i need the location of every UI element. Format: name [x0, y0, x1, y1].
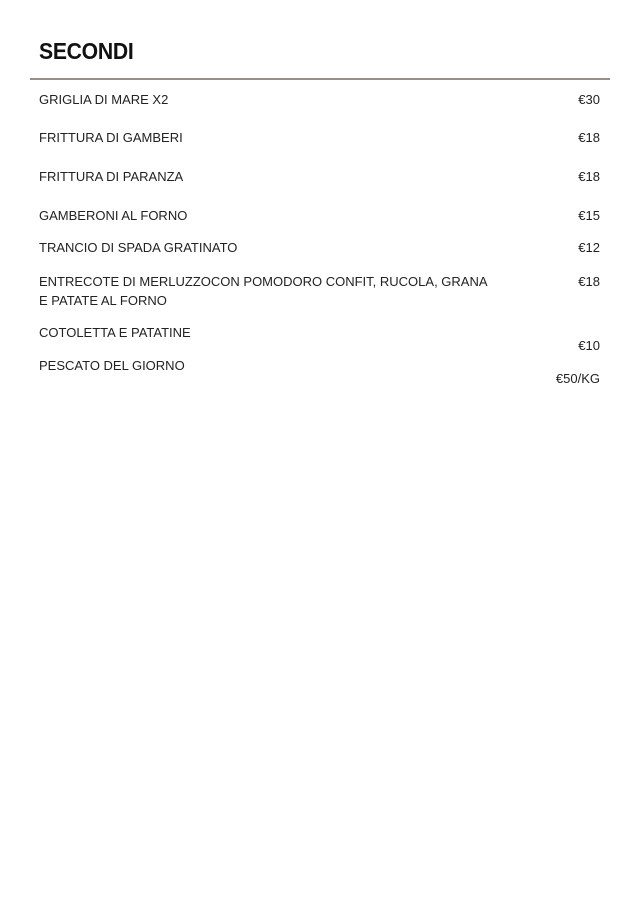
menu-item-name: PESCATO DEL GIORNO [39, 358, 185, 373]
menu-item-price: €18 [578, 130, 600, 145]
menu-item-name: COTOLETTA E PATATINE [39, 325, 191, 340]
divider [30, 78, 610, 80]
menu-item-price: €15 [578, 208, 600, 223]
menu-item-price: €18 [578, 169, 600, 184]
menu-item-price: €12 [578, 240, 600, 255]
menu-item-price: €10 [578, 338, 600, 353]
menu-item-name: FRITTURA DI PARANZA [39, 169, 184, 184]
section-title: SECONDI [39, 38, 134, 64]
menu-item-name: GAMBERONI AL FORNO [39, 208, 188, 223]
menu-item-price: €30 [578, 92, 600, 107]
menu-item-name: FRITTURA DI GAMBERI [39, 130, 183, 145]
menu-item-price: €18 [578, 274, 600, 289]
menu-item-name: ENTRECOTE DI MERLUZZOCON POMODORO CONFIT, RUCOLA, GRANA E PATATE AL FORNO [39, 274, 487, 308]
menu-item-name: TRANCIO DI SPADA GRATINATO [39, 240, 238, 255]
menu-item-name: GRIGLIA DI MARE X2 [39, 92, 169, 107]
menu-item-price: €50/KG [555, 371, 600, 386]
